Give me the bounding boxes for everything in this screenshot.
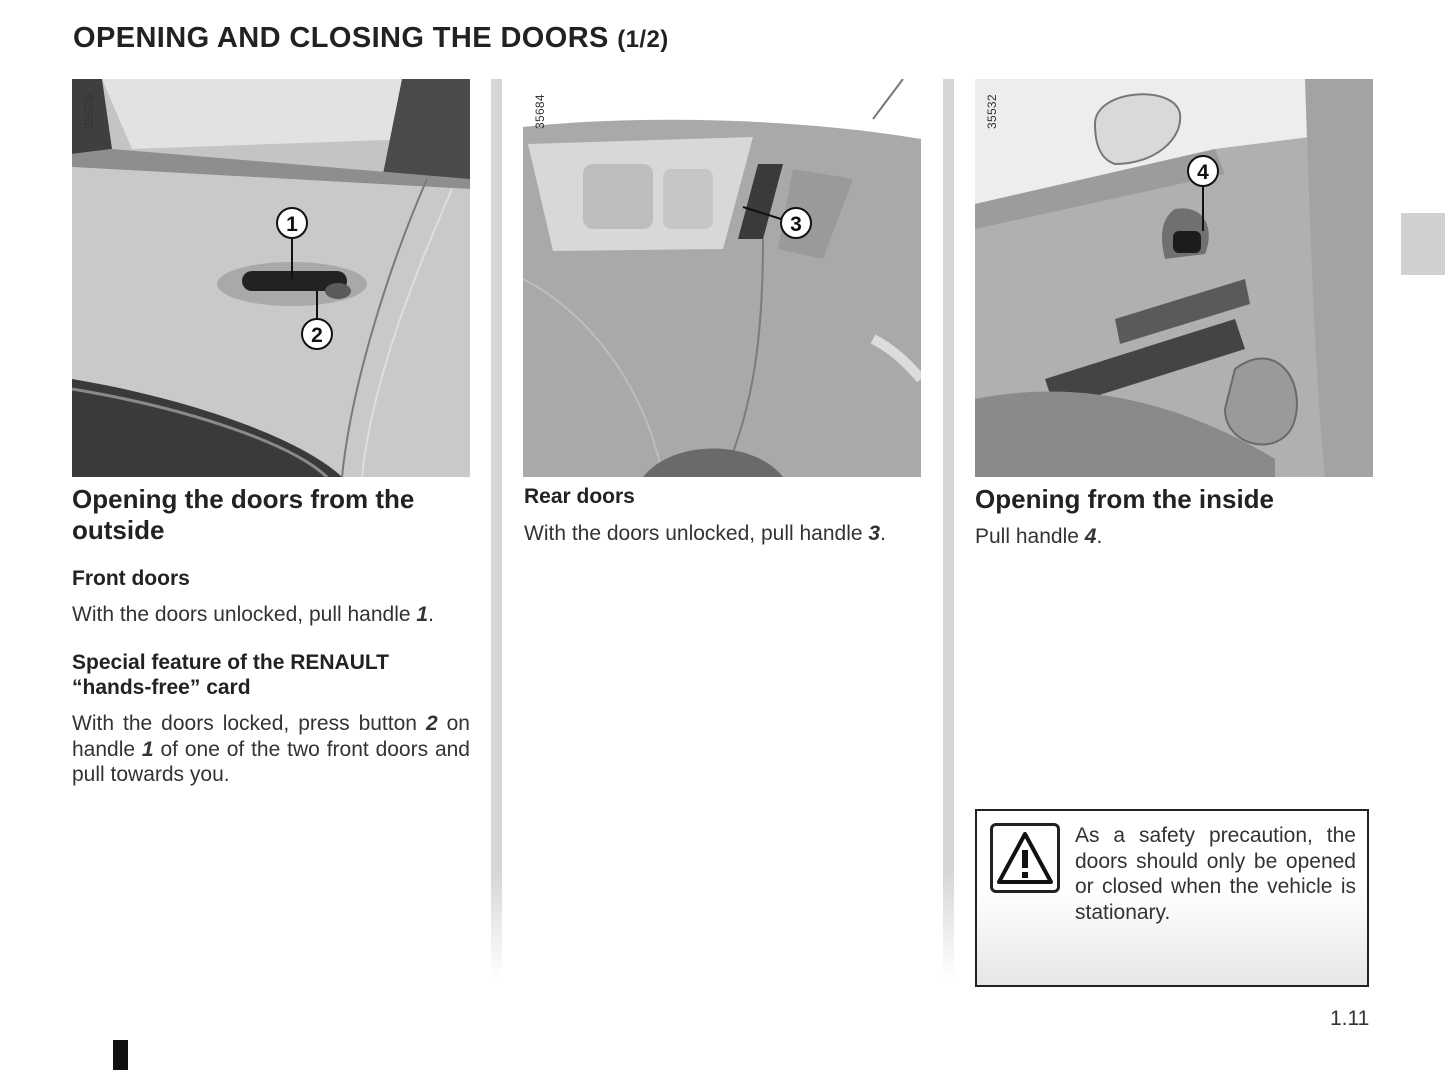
heading-special-feature bbox=[72, 650, 470, 700]
inside-text-body: Pull handle bbox=[975, 525, 1085, 548]
interior-door-illustration bbox=[975, 79, 1373, 477]
page-number: 1.11 bbox=[1330, 1007, 1370, 1030]
special-heading-line1: Special feature of the RENAULT bbox=[72, 651, 389, 674]
figure-code: 35529 bbox=[82, 94, 96, 129]
reference-handle-1: 1 bbox=[416, 603, 429, 626]
reference-handle-4: 4 bbox=[1084, 525, 1097, 548]
section-tab-marker bbox=[1401, 213, 1445, 275]
safety-warning-box bbox=[975, 809, 1369, 987]
figure-door-interior bbox=[975, 79, 1373, 477]
figure-code: 35684 bbox=[533, 94, 547, 129]
reference-handle-3: 3 bbox=[868, 522, 881, 545]
warning-triangle-icon bbox=[990, 823, 1060, 893]
figure-rear-door-exterior bbox=[523, 79, 921, 477]
special-text-part: of one of the two front doors and pull towards you. bbox=[72, 737, 470, 786]
callout-label: 2 bbox=[311, 324, 323, 347]
reference-button-2: 2 bbox=[425, 712, 438, 735]
column-separator bbox=[491, 79, 502, 979]
callout-label: 3 bbox=[790, 213, 802, 236]
special-feature-text bbox=[72, 711, 470, 788]
rear-doors-text-body: With the doors unlocked, pull handle bbox=[524, 522, 869, 545]
heading-rear-doors: Rear doors bbox=[524, 485, 635, 508]
page-title bbox=[73, 22, 669, 55]
column-separator bbox=[943, 79, 954, 979]
rear-doors-text-end: . bbox=[880, 522, 886, 545]
heading-opening-outside: Opening the doors from the outside bbox=[72, 484, 415, 545]
inside-text bbox=[975, 524, 1373, 550]
callout-label: 1 bbox=[286, 213, 298, 236]
page-title-main: OPENING AND CLOSING THE DOORS bbox=[73, 22, 609, 54]
reference-handle-1: 1 bbox=[141, 737, 154, 761]
page-title-part: (1/2) bbox=[617, 26, 669, 53]
figure-front-door-exterior bbox=[72, 79, 470, 477]
callout-label: 4 bbox=[1197, 161, 1209, 184]
heading-opening-inside: Opening from the inside bbox=[975, 484, 1275, 514]
rear-doors-text bbox=[524, 521, 924, 547]
heading-front-doors: Front doors bbox=[72, 567, 190, 590]
front-doors-text-end: . bbox=[428, 603, 434, 626]
special-text-part: on handle bbox=[72, 712, 470, 761]
rear-door-illustration bbox=[523, 79, 921, 477]
front-door-illustration bbox=[72, 79, 470, 477]
safety-warning-text: As a safety precaution, the doors should only be opened or closed when the vehicle is stationary. bbox=[1075, 824, 1356, 924]
front-doors-text-body: With the doors unlocked, pull handle bbox=[72, 603, 417, 626]
special-heading-line2: “hands-free” card bbox=[72, 676, 251, 699]
corner-print-mark bbox=[113, 1040, 128, 1070]
figure-code: 35532 bbox=[985, 94, 999, 129]
special-text-part: With the doors locked, press button bbox=[72, 712, 426, 735]
inside-text-end: . bbox=[1096, 525, 1103, 548]
front-doors-text bbox=[72, 602, 472, 628]
